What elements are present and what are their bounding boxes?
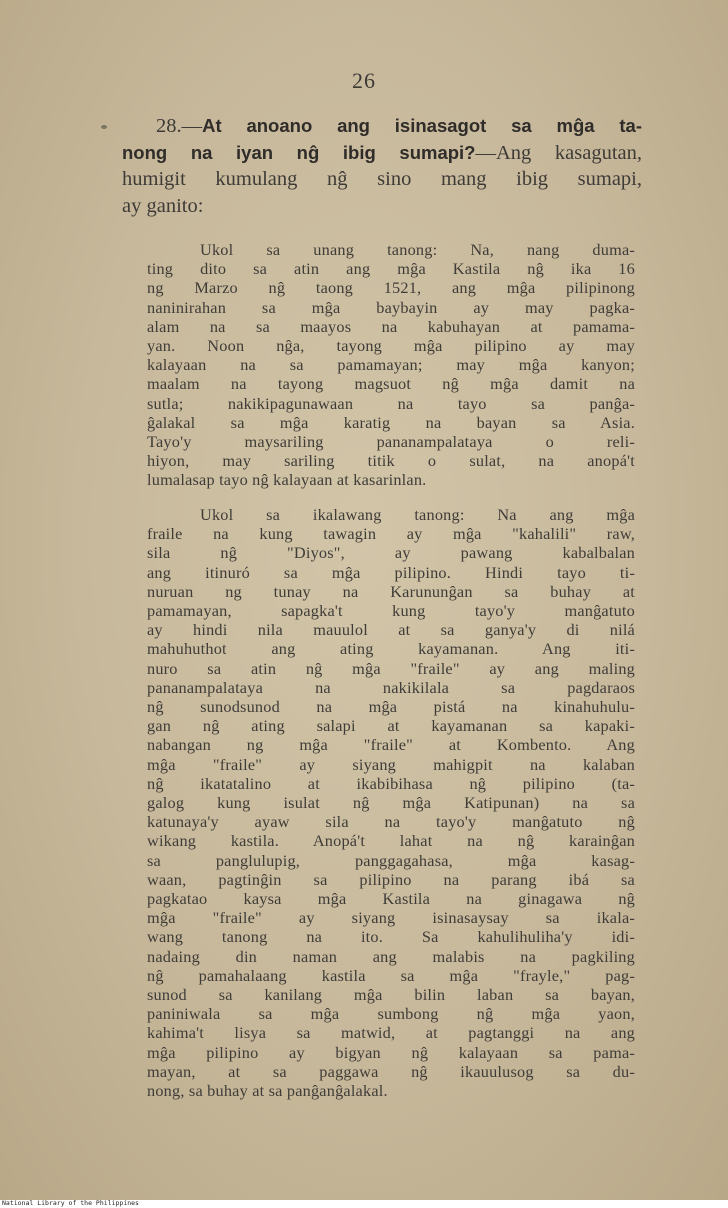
paragraph-second-question (147, 505, 635, 1100)
paragraph-line: nadaing din naman ang malabis na pagkiling (147, 946, 635, 966)
paragraph-line: pamamayan, sapagka't kung tayo'y manĝatuto (147, 601, 635, 621)
paragraph-line: mĝa pilipino ay bigyan nĝ kalayaan sa pama- (147, 1042, 635, 1062)
paragraph-line: sutla; nakikipagunawaan na tayo sa panĝa- (147, 393, 635, 413)
paragraph-line: sa panglulupig, panggagahasa, mĝa kasag- (147, 850, 635, 870)
paragraph-line: kahima't lisya sa matwid, at pagtanggi na ang (147, 1023, 635, 1043)
paragraph-line: nabangan ng mĝa "fraile" at Kombento. Ang (147, 735, 635, 755)
paragraph-line: fraile na kung tawagin ay mĝa "kahalili" raw, (147, 524, 635, 544)
paragraph-line: ng Marzo nĝ taong 1521, ang mĝa pilipinong (147, 278, 635, 298)
question-answer-intro: —Ang kasagutan, (475, 141, 642, 164)
paragraph-line: Tayo'y maysariling pananampalataya o reli- (147, 432, 635, 452)
library-credit: National Library of the Philippines (2, 1199, 139, 1207)
paragraph-line: mĝa "fraile" ay siyang mahigpit na kalaban (147, 754, 635, 774)
paragraph-line: wang tanong na ito. Sa kahulihuliha'y idi- (147, 927, 635, 947)
ink-speck (101, 125, 107, 129)
question-line-1 (122, 113, 642, 140)
question-number: 28.— (156, 115, 203, 137)
paragraph-line: nuruan ng tunay na Karununĝan sa buhay at (147, 581, 635, 601)
question-line-3: humigit kumulang nĝ sino mang ibig sumapi, (122, 168, 642, 190)
question-heading (122, 113, 642, 219)
paragraph-line: mĝa "fraile" ay siyang isinasaysay sa ikala- (147, 908, 635, 928)
paragraph-line: hiyon, may sariling titik o sulat, na anopá't (147, 451, 635, 471)
paragraph-line: naninirahan sa mĝa baybayin ay may pagka- (147, 297, 635, 317)
question-bold-text-2: nong na iyan nĝ ibig sumapi? (122, 141, 476, 163)
paragraph-line: katunaya'y ayaw sila na tayo'y manĝatuto nĝ (147, 812, 635, 832)
page-number: 26 (352, 68, 376, 93)
paragraph-line: gan nĝ ating salapi at kayamanan sa kapaki- (147, 716, 635, 736)
paragraph-line: mahuhuthot ang ating kayamanan. Ang iti- (147, 639, 635, 659)
question-line-4: ay ganito: (122, 194, 204, 217)
paragraph-line: pananampalataya na nakikilala sa pagdaraos (147, 677, 635, 697)
paragraph-line: Ukol sa ikalawang tanong: Na ang mĝa (200, 505, 635, 524)
paragraph-line: sila nĝ "Diyos", ay pawang kabalbalan (147, 543, 635, 563)
paragraph-line: nong, sa buhay at sa panĝanĝalakal. (147, 1081, 388, 1101)
paragraph-line: lumalasap tayo nĝ kalayaan at kasarinlan. (147, 470, 427, 490)
paragraph-line: mayan, at sa paggawa nĝ ikauulusog sa du- (147, 1061, 635, 1081)
paragraph-line: sunod sa kanilang mĝa bilin laban sa bayan, (147, 985, 635, 1005)
paragraph-line: galog kung isulat nĝ mĝa Katipunan) na sa (147, 793, 635, 813)
paragraph-line: Ukol sa unang tanong: Na, nang duma- (200, 240, 635, 259)
paragraph-line: paniniwala sa mĝa sumbong nĝ mĝa yaon, (147, 1004, 635, 1024)
question-line-2 (122, 140, 642, 167)
paragraph-first-question (147, 240, 635, 490)
paragraph-line: ting dito sa atin ang mĝa Kastila nĝ ika 16 (147, 259, 635, 279)
paragraph-line: nĝ pamahalaang kastila sa mĝa "frayle," pag- (147, 965, 635, 985)
paragraph-line: nĝ sunodsunod na mĝa pistá na kinahuhulu- (147, 697, 635, 717)
paragraph-line: waan, pagtinĝin sa pilipino na parang ibá sa (147, 869, 635, 889)
paragraph-line: ang itinuró sa mĝa pilipino. Hindi tayo ti- (147, 562, 635, 582)
paragraph-line: wikang kastila. Anopá't lahat na nĝ karainĝan (147, 831, 635, 851)
paragraph-line: nuro sa atin nĝ mĝa "fraile" ay ang maling (147, 658, 635, 678)
paragraph-line: nĝ ikatatalino at ikabibihasa nĝ pilipino (ta- (147, 773, 635, 793)
paragraph-line: kalayaan na sa pamamayan; may mĝa kanyon; (147, 355, 635, 375)
paragraph-line: pagkatao kaysa mĝa Kastila na ginagawa nĝ (147, 889, 635, 909)
paragraph-line: ĝalakal sa mĝa karatig na bayan sa Asia. (147, 412, 635, 432)
paragraph-line: maalam na tayong magsuot nĝ mĝa damit na (147, 374, 635, 394)
paragraph-line: ay hindi nila mauulol at sa ganya'y di nilá (147, 620, 635, 640)
paragraph-line: yan. Noon nĝa, tayong mĝa pilipino ay may (147, 336, 635, 356)
question-bold-text-1: At anoano ang isinasagot sa mĝa ta- (202, 115, 642, 136)
paragraph-line: alam na sa maayos na kabuhayan at pamama- (147, 316, 635, 336)
